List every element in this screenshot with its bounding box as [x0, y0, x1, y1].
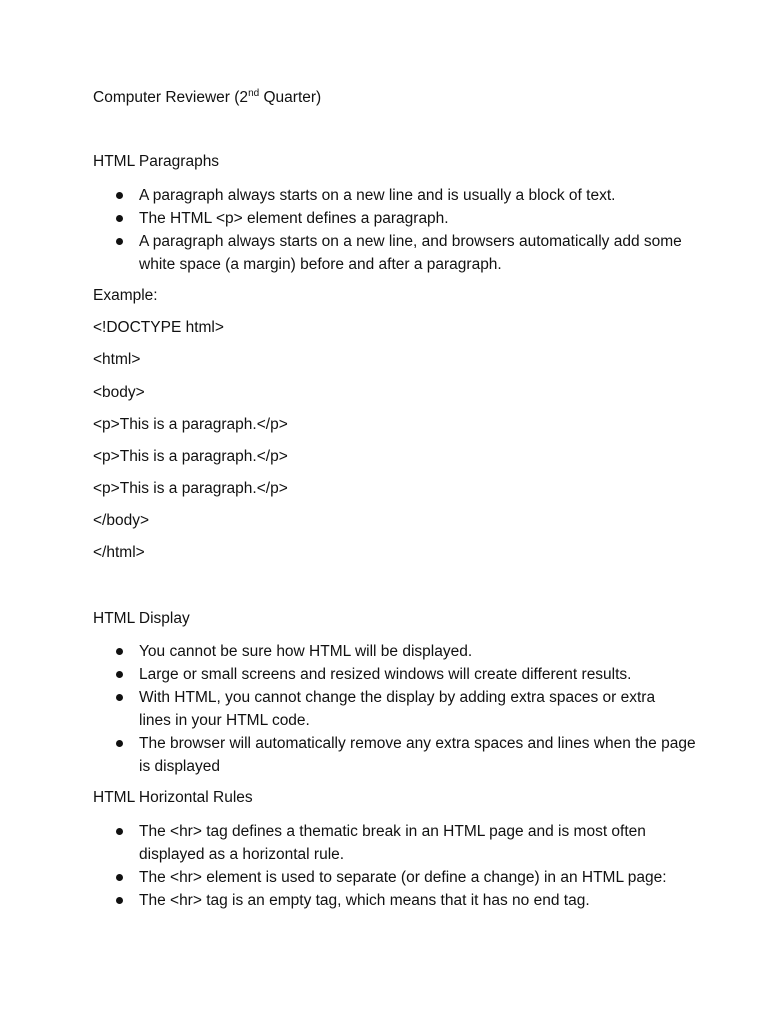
code-line: <p>This is a paragraph.</p>: [93, 448, 288, 465]
example-label: Example:: [93, 287, 158, 304]
code-line: <p>This is a paragraph.</p>: [93, 480, 288, 497]
bullet-icon: [116, 740, 123, 747]
list-item: The HTML <p> element defines a paragraph.: [93, 207, 693, 230]
bullet-icon: [116, 215, 123, 222]
page-title: [93, 88, 321, 108]
display-bullet-list: [93, 640, 696, 778]
bullet-icon: [116, 828, 123, 835]
bullet-icon: [116, 648, 123, 655]
bullet-icon: [116, 897, 123, 904]
section-heading-display: HTML Display: [93, 610, 190, 627]
code-line: </html>: [93, 544, 145, 561]
paragraphs-bullet-list: [93, 184, 693, 276]
bullet-icon: [116, 694, 123, 701]
bullet-icon: [116, 671, 123, 678]
list-item: You cannot be sure how HTML will be displayed.: [93, 640, 693, 663]
bullet-icon: [116, 874, 123, 881]
code-line: </body>: [93, 512, 150, 529]
code-line: <!DOCTYPE html>: [93, 319, 224, 336]
bullet-icon: [116, 238, 123, 245]
list-item: With HTML, you cannot change the display by adding extra spaces or extra lines in your HTML code.: [93, 686, 679, 732]
list-item: Large or small screens and resized windows will create different results.: [93, 663, 693, 686]
bullet-icon: [116, 192, 123, 199]
section-heading-paragraphs: HTML Paragraphs: [93, 153, 220, 170]
title-prefix: Computer Reviewer (2: [93, 89, 249, 106]
list-item: The <hr> tag defines a thematic break in an HTML page and is most often displayed as a horizontal rule.: [93, 820, 679, 866]
title-suffix: Quarter): [259, 89, 322, 106]
rules-bullet-list: [93, 820, 693, 912]
section-heading-horizontal-rules: HTML Horizontal Rules: [93, 789, 253, 806]
list-item: A paragraph always starts on a new line and is usually a block of text.: [93, 184, 693, 207]
title-superscript: nd: [248, 88, 260, 99]
list-item: A paragraph always starts on a new line, and browsers automatically add some white space (a margin) before and after a paragraph.: [93, 230, 699, 276]
list-item: The <hr> element is used to separate (or define a change) in an HTML page:: [93, 866, 699, 889]
code-line: <p>This is a paragraph.</p>: [93, 416, 288, 433]
list-item: The <hr> tag is an empty tag, which means that it has no end tag.: [93, 889, 693, 912]
code-line: <body>: [93, 384, 145, 401]
code-line: <html>: [93, 351, 141, 368]
list-item: The browser will automatically remove any extra spaces and lines when the page is displayed: [93, 732, 699, 778]
